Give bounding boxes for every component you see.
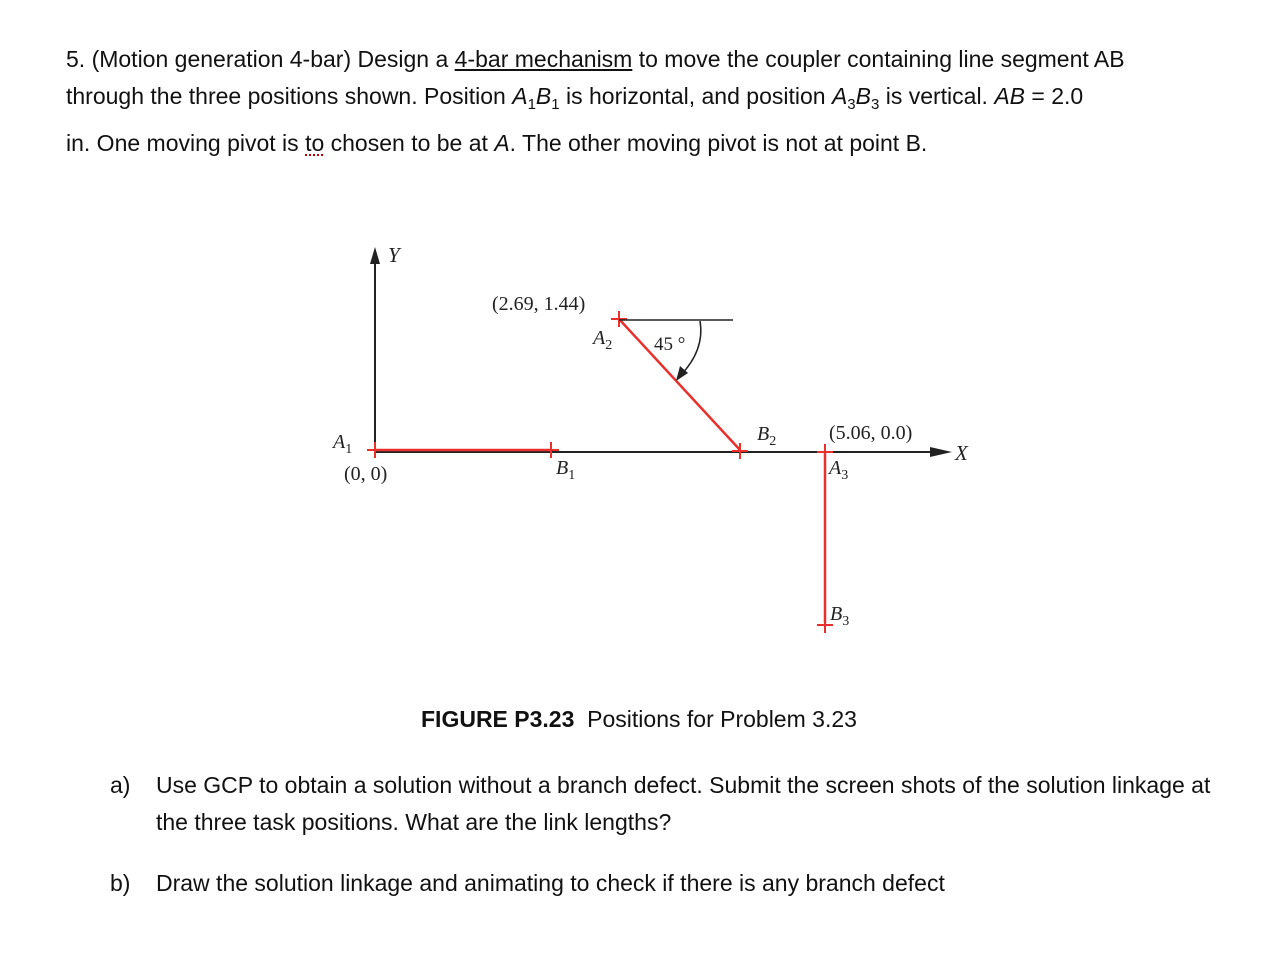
problem-text: . The other moving pivot is not at point B. [509, 130, 928, 156]
a2-coordinate: (2.69, 1.44) [492, 293, 586, 315]
subscript: 1 [527, 96, 536, 113]
spellcheck-flagged-word[interactable]: to [305, 130, 325, 156]
problem-text: is vertical. [879, 83, 995, 109]
label-a2: $A_2$ [593, 327, 613, 353]
subscript: 3 [847, 96, 856, 113]
question-text: Draw the solution linkage and animating to check if there is any branch defect [156, 870, 945, 896]
x-axis-arrow-icon [930, 447, 952, 457]
label-b2: $B_2$ [757, 423, 777, 449]
symbol-a: A [512, 83, 528, 109]
problem-text: to move the coupler containing line segment AB [632, 46, 1125, 72]
question-text: Use GCP to obtain a solution without a branch defect. Submit the screen shots of the solution linkage at the three task positions. What are the link lengths? [156, 772, 1211, 835]
symbol-b: B [855, 83, 871, 109]
four-bar-mechanism-link[interactable]: 4-bar mechanism [454, 46, 633, 72]
symbol-ab: AB [994, 83, 1026, 109]
marker-b1 [543, 442, 559, 458]
angle-label: 45 ° [654, 334, 686, 355]
problem-text: in. One moving pivot is [66, 130, 306, 156]
origin-coordinate: (0, 0) [344, 463, 388, 485]
label-b1: $B_1$ [556, 457, 576, 483]
symbol-b: B [535, 83, 552, 109]
problem-text: 5. (Motion generation 4-bar) Design a [66, 46, 455, 72]
caption-title: FIGURE P3.23 [421, 706, 575, 732]
y-axis-label: Y [388, 243, 400, 267]
figure-caption [421, 706, 857, 733]
x-axis-label: X [955, 441, 968, 465]
label-a3: $A_3$ [829, 457, 849, 483]
problem-text: is horizontal, and position [559, 83, 832, 109]
subscript: 1 [551, 96, 560, 113]
symbol-a: A [831, 83, 848, 109]
symbol-a: A [494, 130, 510, 156]
a3-coordinate: (5.06, 0.0) [829, 422, 913, 444]
problem-text: = 2.0 [1025, 83, 1084, 109]
caption-text: Positions for Problem 3.23 [574, 706, 857, 732]
label-b3: $B_3$ [830, 603, 850, 629]
y-axis-arrow-icon [370, 247, 380, 264]
question-label: a) [110, 772, 131, 798]
label-a1: $A_1$ [333, 431, 353, 457]
problem-text: chosen to be at [324, 130, 495, 156]
question-label: b) [110, 870, 131, 896]
problem-text: through the three positions shown. Position [66, 83, 513, 109]
marker-a1 [367, 442, 383, 458]
subscript: 3 [870, 96, 880, 113]
